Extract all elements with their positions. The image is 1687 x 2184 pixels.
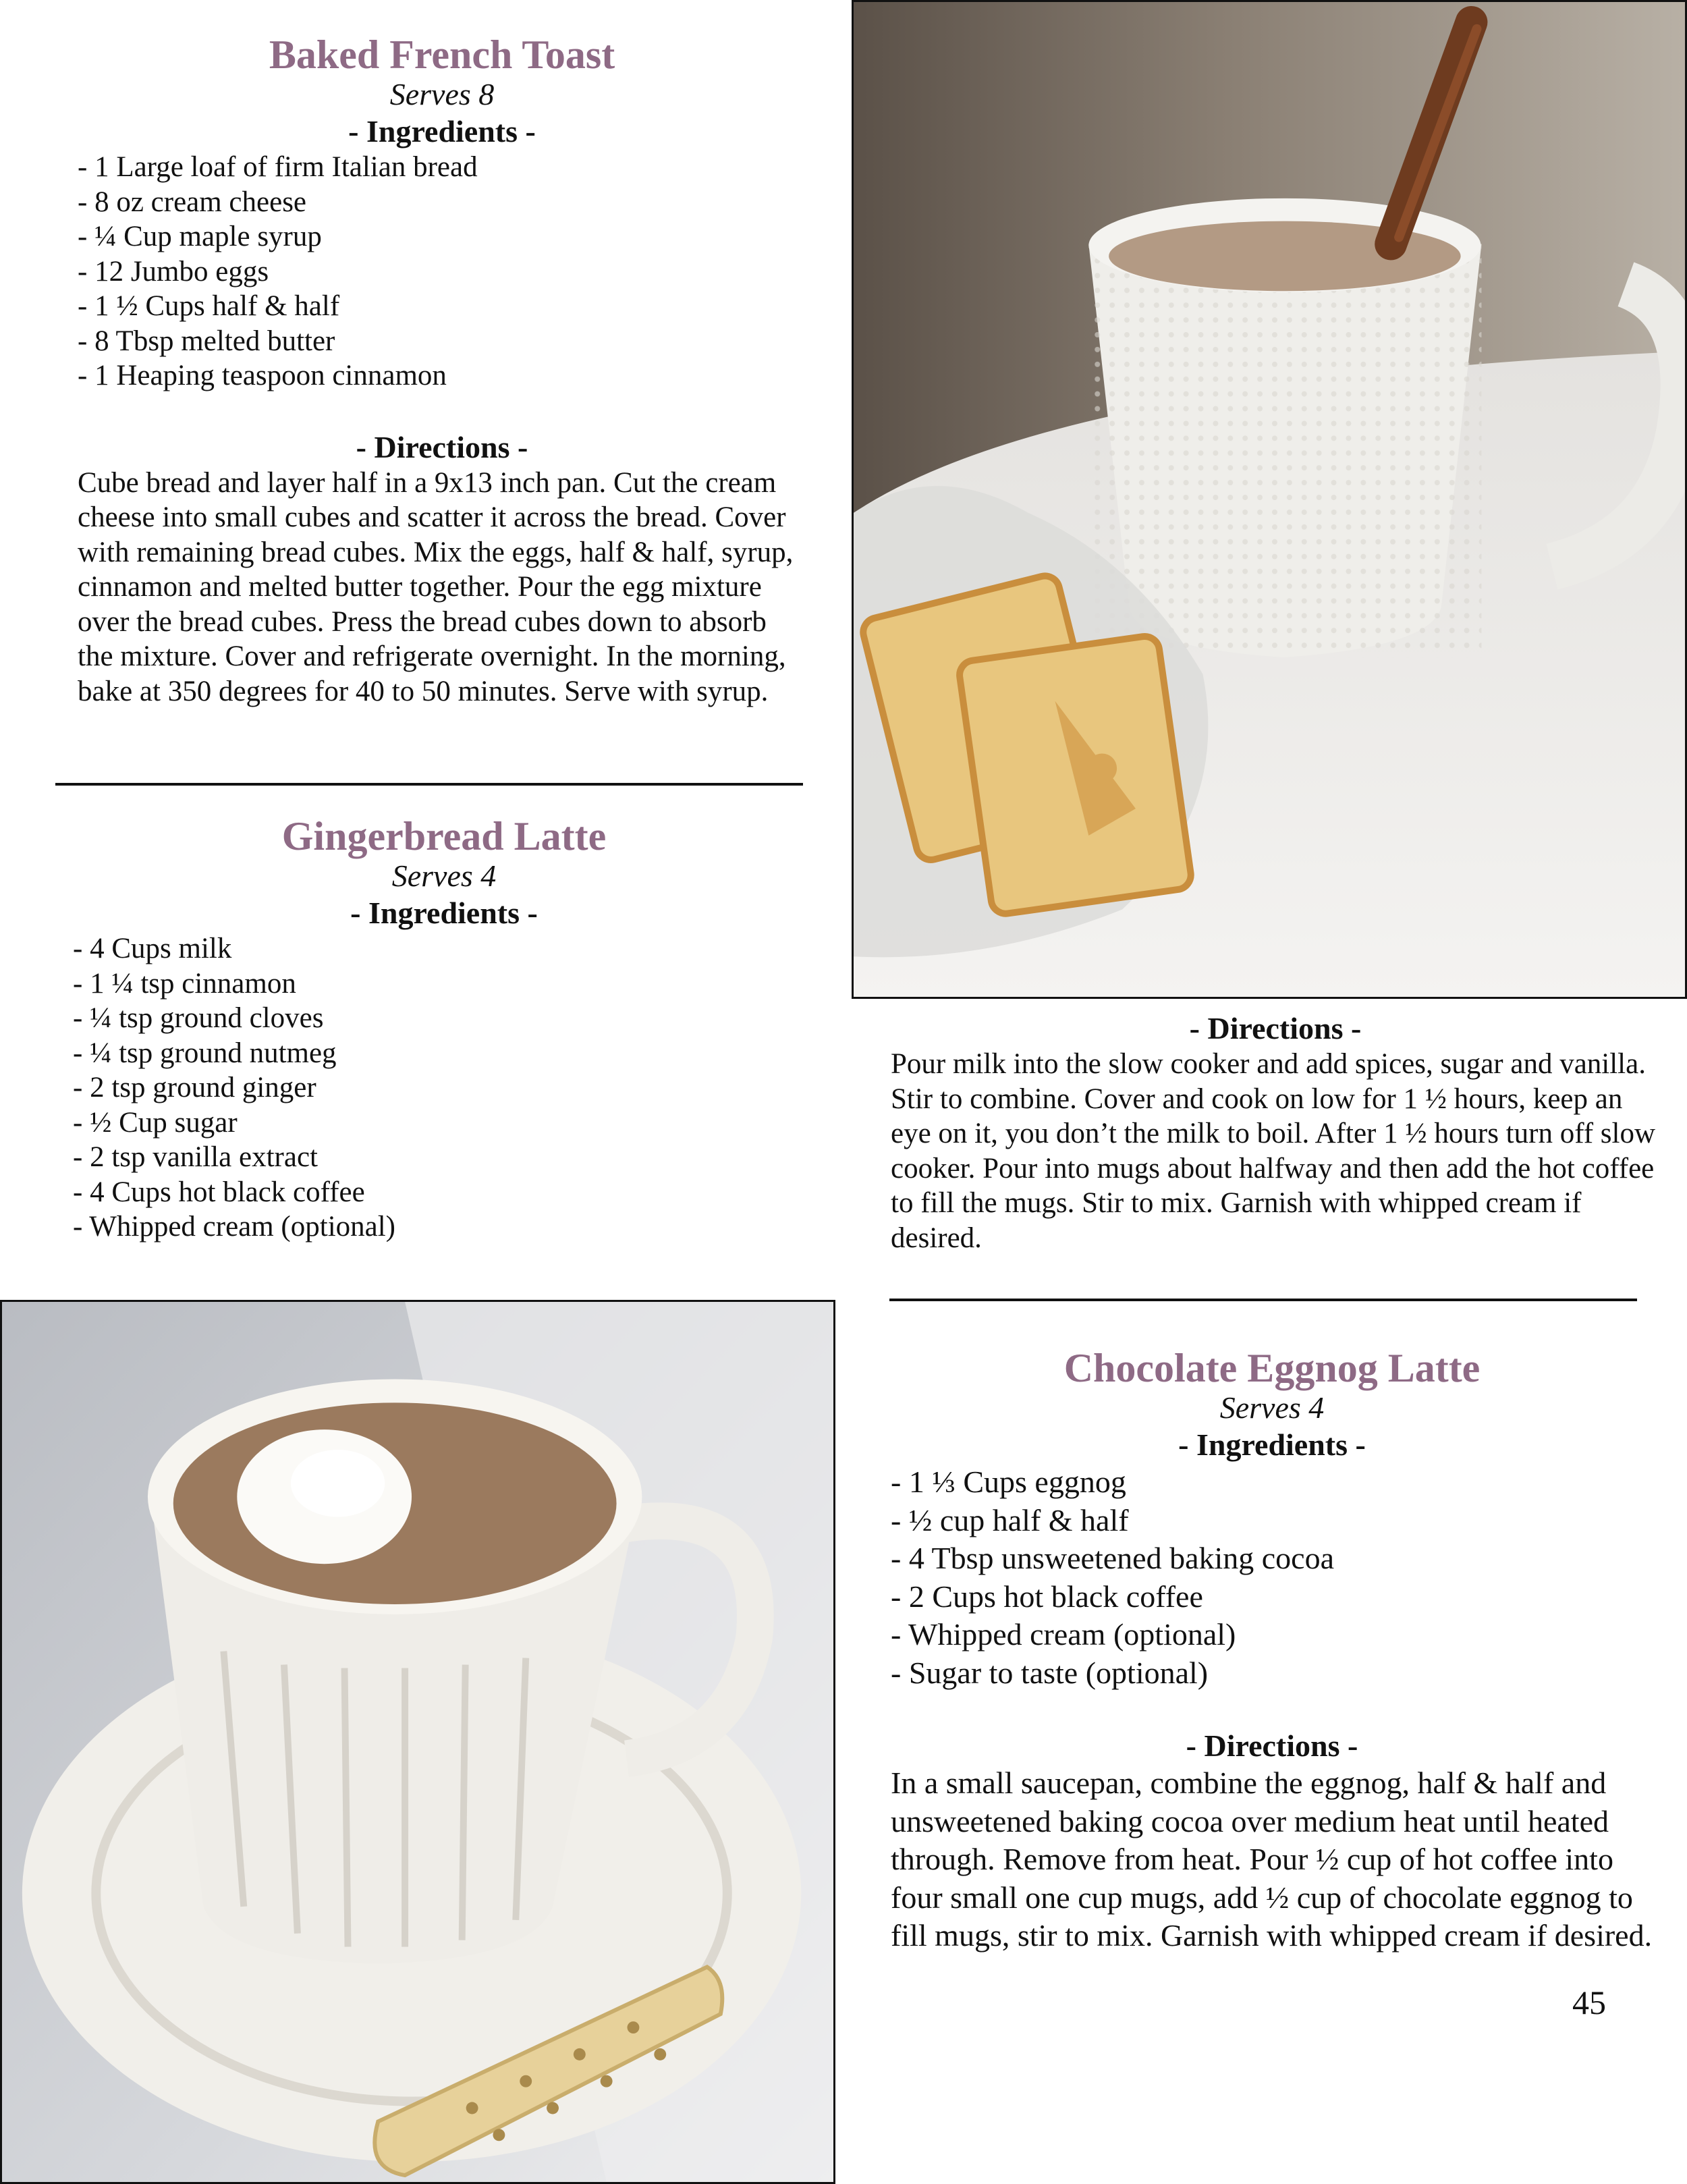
directions-heading: - Directions - xyxy=(356,429,528,464)
ingredient-item: - 1 ⅓ Cups eggnog xyxy=(891,1463,1653,1502)
latte-mug-illustration xyxy=(854,2,1685,997)
ingredient-item: - 1 Heaping teaspoon cinnamon xyxy=(78,358,806,393)
ingredient-item: - 1 ½ Cups half & half xyxy=(78,289,806,324)
ingredient-item: - ¼ Cup maple syrup xyxy=(78,219,806,254)
recipe-title: Chocolate Eggnog Latte xyxy=(1063,1346,1481,1390)
ingredient-item: - ½ cup half & half xyxy=(891,1502,1653,1540)
ingredient-item: - ½ Cup sugar xyxy=(73,1105,815,1141)
ingredient-item: - 1 ¼ tsp cinnamon xyxy=(73,966,815,1002)
ingredients-heading: - Ingredients - xyxy=(348,113,536,148)
ingredient-item: - 1 Large loaf of firm Italian bread xyxy=(78,150,806,185)
ingredients-list xyxy=(891,1463,1653,1692)
ingredients-heading: - Ingredients - xyxy=(350,895,538,930)
directions-heading: - Directions - xyxy=(1186,1728,1358,1764)
ingredient-item: - ¼ tsp ground cloves xyxy=(73,1001,815,1036)
ingredient-item: - ¼ tsp ground nutmeg xyxy=(73,1036,815,1071)
ingredient-item: - 4 Cups milk xyxy=(73,931,815,966)
recipe-title: Baked French Toast xyxy=(269,32,615,77)
recipe-baked-french-toast xyxy=(78,32,806,709)
page-number: 45 xyxy=(1572,1984,1606,2021)
directions-heading: - Directions - xyxy=(1189,1011,1362,1045)
ingredients-list xyxy=(78,150,806,393)
cocoa-cup-photo xyxy=(0,1300,835,2184)
ingredient-item: - 8 Tbsp melted butter xyxy=(78,324,806,359)
ingredient-item: - 2 Cups hot black coffee xyxy=(891,1578,1653,1616)
ingredients-heading: - Ingredients - xyxy=(1178,1427,1366,1462)
ingredient-item: - 8 oz cream cheese xyxy=(78,185,806,220)
ingredient-item: - 4 Cups hot black coffee xyxy=(73,1175,815,1210)
recipe-title: Gingerbread Latte xyxy=(281,814,607,858)
ingredient-item: - Whipped cream (optional) xyxy=(891,1616,1653,1654)
ingredient-item: - 4 Tbsp unsweetened baking cocoa xyxy=(891,1539,1653,1578)
recipe-serves: Serves 4 xyxy=(391,858,497,893)
ingredient-item: - 2 tsp vanilla extract xyxy=(73,1140,815,1175)
directions-text: Cube bread and layer half in a 9x13 inch pan. Cut the cream cheese into small cubes and scatter it across the bread. Cover with remaining bread cubes. Mix the eggs, half & half, syrup, cinnamon and melted butter together. Pour the egg mixture over the bread cubes. Press the bread cubes down to absorb the mixture. Cover and refrigerate overnight. In the morning, bake at 350 degrees for 40 to 50 minutes. Serve with syrup. xyxy=(78,466,794,707)
ingredient-item: - Whipped cream (optional) xyxy=(73,1209,815,1245)
section-divider xyxy=(889,1299,1637,1301)
cocoa-cup-illustration xyxy=(2,1302,833,2182)
directions-text: In a small saucepan, combine the eggnog, half & half and unsweetened baking cocoa over medium heat until heated through. Remove from heat. Pour ½ cup of hot coffee into four small one cup mugs, add ½ cup of chocolate eggnog to fill mugs, stir to mix. Garnish with whipped cream if desired. xyxy=(891,1766,1653,1953)
directions-text: Pour milk into the slow cooker and add spices, sugar and vanilla. Stir to combine. Cover and cook on low for 1 ½ hours, keep an eye on it, you don’t the milk to boil. After 1 ½ hours turn off slow cooker. Pour into mugs about halfway and then add the hot coffee to fill the mugs. Stir to mix. Garnish with whipped cream if desired. xyxy=(891,1048,1656,1254)
ingredient-item: - 12 Jumbo eggs xyxy=(78,254,806,290)
gingerbread-directions xyxy=(891,1010,1660,1255)
recipe-serves: Serves 4 xyxy=(1219,1390,1325,1425)
ingredient-item: - Sugar to taste (optional) xyxy=(891,1654,1653,1693)
recipe-serves: Serves 8 xyxy=(389,77,495,111)
recipe-chocolate-eggnog-latte xyxy=(891,1346,1653,1955)
latte-mug-photo xyxy=(852,0,1687,999)
section-divider xyxy=(55,783,803,786)
ingredients-list xyxy=(73,931,815,1245)
recipe-gingerbread-latte xyxy=(73,814,815,1245)
ingredient-item: - 2 tsp ground ginger xyxy=(73,1070,815,1105)
